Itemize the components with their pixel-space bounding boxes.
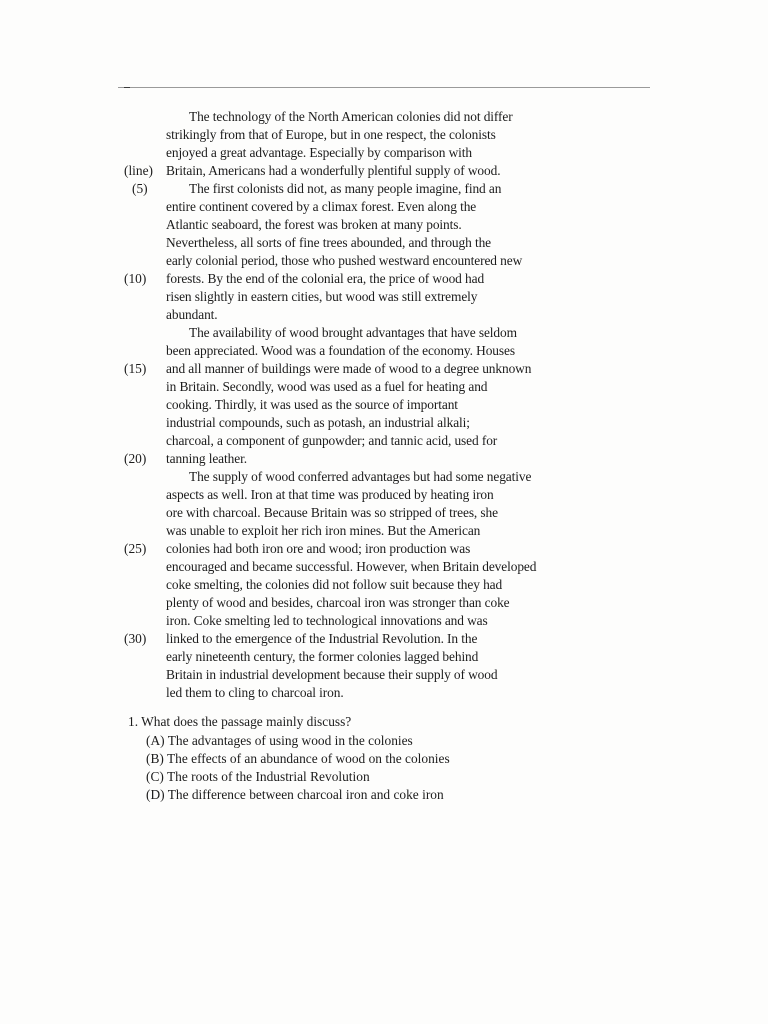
line-marker-30: (30) xyxy=(124,631,147,646)
passage-line: The availability of wood brought advantages that have seldom xyxy=(189,325,517,340)
line-marker-20: (20) xyxy=(124,451,147,466)
passage-line: strikingly from that of Europe, but in one respect, the colonists xyxy=(166,127,496,142)
passage-line: Nevertheless, all sorts of fine trees abounded, and through the xyxy=(166,235,492,250)
passage-line: Britain in industrial development because their supply of wood xyxy=(166,667,498,682)
passage-line: The first colonists did not, as many people imagine, find an xyxy=(189,181,502,196)
passage-line: risen slightly in eastern cities, but wood was still extremely xyxy=(166,289,478,304)
passage-line: tanning leather. xyxy=(166,451,247,466)
passage-line: led them to cling to charcoal iron. xyxy=(166,685,344,700)
passage-line: linked to the emergence of the Industrial Revolution. In the xyxy=(166,631,478,646)
line-marker-15: (15) xyxy=(124,361,147,376)
passage-line: Atlantic seaboard, the forest was broken at many points. xyxy=(166,217,462,232)
passage-line: industrial compounds, such as potash, an industrial alkali; xyxy=(166,415,470,430)
passage-line: charcoal, a component of gunpowder; and tannic acid, used for xyxy=(166,433,498,448)
question-stem: 1. What does the passage mainly discuss? xyxy=(128,714,352,729)
passage-line: Britain, Americans had a wonderfully plentiful supply of wood. xyxy=(166,163,501,178)
line-marker-5: (5) xyxy=(132,181,148,196)
passage-line: been appreciated. Wood was a foundation of the economy. Houses xyxy=(166,343,515,358)
scan-mark xyxy=(124,87,130,88)
answer-option-d[interactable]: (D) The difference between charcoal iron and coke iron xyxy=(146,787,444,802)
passage-line: The technology of the North American colonies did not differ xyxy=(189,109,513,124)
passage-line: cooking. Thirdly, it was used as the source of important xyxy=(166,397,458,412)
passage-line: in Britain. Secondly, wood was used as a fuel for heating and xyxy=(166,379,488,394)
passage-line: early colonial period, those who pushed westward encountered new xyxy=(166,253,523,268)
answer-option-b[interactable]: (B) The effects of an abundance of wood on the colonies xyxy=(146,751,450,766)
answer-option-a[interactable]: (A) The advantages of using wood in the colonies xyxy=(146,733,413,748)
passage-line: encouraged and became successful. However, when Britain developed xyxy=(166,559,537,574)
line-marker-25: (25) xyxy=(124,541,147,556)
passage-line: aspects as well. Iron at that time was produced by heating iron xyxy=(166,487,494,502)
answer-option-c[interactable]: (C) The roots of the Industrial Revolution xyxy=(146,769,370,784)
passage-line: entire continent covered by a climax forest. Even along the xyxy=(166,199,477,214)
passage-line: iron. Coke smelting led to technological innovations and was xyxy=(166,613,488,628)
line-marker-line: (line) xyxy=(124,163,153,178)
passage-line: colonies had both iron ore and wood; iron production was xyxy=(166,541,471,556)
passage-line: enjoyed a great advantage. Especially by comparison with xyxy=(166,145,472,160)
line-marker-10: (10) xyxy=(124,271,147,286)
top-rule xyxy=(118,87,650,88)
passage-line: forests. By the end of the colonial era, the price of wood had xyxy=(166,271,485,286)
passage-line: ore with charcoal. Because Britain was so stripped of trees, she xyxy=(166,505,498,520)
passage-line: was unable to exploit her rich iron mines. But the American xyxy=(166,523,481,538)
passage-line: coke smelting, the colonies did not follow suit because they had xyxy=(166,577,503,592)
passage-line: early nineteenth century, the former colonies lagged behind xyxy=(166,649,479,664)
passage-line: plenty of wood and besides, charcoal iron was stronger than coke xyxy=(166,595,510,610)
passage-line: and all manner of buildings were made of wood to a degree unknown xyxy=(166,361,532,376)
passage-line: The supply of wood conferred advantages but had some negative xyxy=(189,469,532,484)
passage-line: abundant. xyxy=(166,307,218,322)
